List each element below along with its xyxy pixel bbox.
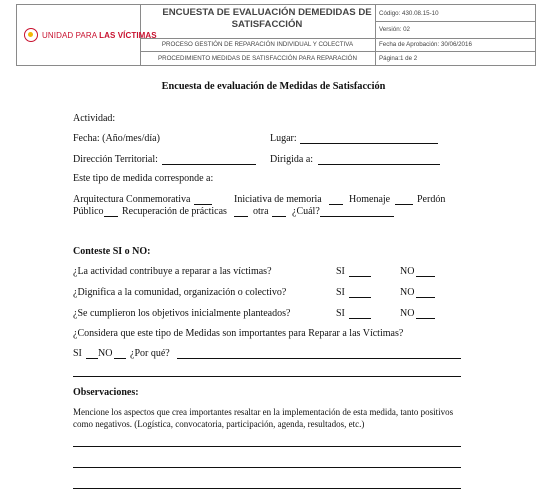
observations-prompt-line-1: Mencione los aspectos que crea importantes resaltar en la implementación de esta medida, tanto positivos <box>73 407 454 417</box>
observations-title: Observaciones: <box>73 387 139 398</box>
logo-strong: LAS VÍCTIMAS <box>99 30 157 40</box>
option-memory-initiative-field[interactable] <box>329 204 343 205</box>
header-title-line-2: SATISFACCIÓN <box>231 19 303 30</box>
importance-no-field[interactable] <box>114 358 126 359</box>
header-approval-date: Fecha de Aprobación: 30/06/2016 <box>379 41 472 48</box>
header-procedure: PROCEDIMIENTO MEDIDAS DE SATISFACCIÓN PARA REPARACIÓN <box>158 55 357 62</box>
date-label: Fecha: (Año/mes/día) <box>73 133 160 144</box>
importance-question: ¿Considera que este tipo de Medidas son importantes para Reparar a las Víctimas? <box>73 328 404 339</box>
question-3-yes-label: SI <box>336 308 345 319</box>
option-other-field[interactable] <box>272 216 286 217</box>
territorial-field[interactable] <box>162 164 256 165</box>
question-2-yes-field[interactable] <box>349 297 371 298</box>
question-1-no-label: NO <box>400 266 415 277</box>
place-field[interactable] <box>300 143 438 144</box>
question-1-yes-field[interactable] <box>349 276 371 277</box>
header-page: Página:1 de 2 <box>379 55 418 62</box>
observations-field[interactable] <box>73 446 461 447</box>
place-label: Lugar: <box>270 133 297 144</box>
question-2-no-field[interactable] <box>416 297 435 298</box>
measure-type-intro: Este tipo de medida corresponde a: <box>73 173 214 184</box>
answer-instruction: Conteste SI o NO: <box>73 246 151 257</box>
organization-logo <box>24 28 157 42</box>
why-field-continuation[interactable] <box>73 376 461 377</box>
importance-no-label: NO <box>98 348 113 359</box>
question-2: ¿Dignifica a la comunidad, organización o colectivo? <box>73 287 287 298</box>
option-which-field[interactable] <box>320 216 394 217</box>
question-3-no-field[interactable] <box>416 318 435 319</box>
header-divider <box>375 21 535 22</box>
header-version: Versión: 02 <box>379 26 410 33</box>
option-homage-field[interactable] <box>395 204 413 205</box>
question-3: ¿Se cumplieron los objetivos inicialmente planteados? <box>73 308 291 319</box>
question-1-no-field[interactable] <box>416 276 435 277</box>
question-1-yes-label: SI <box>336 266 345 277</box>
option-commemorative-field[interactable] <box>194 204 212 205</box>
option-practices: Recuperación de prácticas <box>122 206 227 217</box>
header-divider <box>140 51 535 52</box>
importance-yes-label: SI <box>73 348 82 359</box>
importance-yes-field[interactable] <box>86 358 98 359</box>
logo-prefix: UNIDAD PARA <box>42 30 100 40</box>
option-memory-initiative: Iniciativa de memoria <box>234 194 322 205</box>
option-pardon-line-2: Público <box>73 206 104 217</box>
why-field[interactable] <box>177 358 461 359</box>
observations-field[interactable] <box>73 488 461 489</box>
question-2-yes-label: SI <box>336 287 345 298</box>
observations-field[interactable] <box>73 467 461 468</box>
header-process: PROCESO GESTIÓN DE REPARACIÓN INDIVIDUAL Y COLECTIVA <box>161 41 354 48</box>
header-title-line-1: ENCUESTA DE EVALUACIÓN DEMEDIDAS DE <box>162 7 372 18</box>
option-practices-field[interactable] <box>234 216 248 217</box>
option-which: ¿Cuál? <box>292 206 320 217</box>
question-3-no-label: NO <box>400 308 415 319</box>
question-3-yes-field[interactable] <box>349 318 371 319</box>
observations-prompt-line-2: como negativos. (Logística, convocatoria, participación, agenda, resultados, etc.) <box>73 419 365 429</box>
question-2-no-label: NO <box>400 287 415 298</box>
why-label: ¿Por qué? <box>130 348 170 359</box>
option-pardon-field[interactable] <box>104 216 118 217</box>
directed-field[interactable] <box>318 164 440 165</box>
territorial-label: Dirección Territorial: <box>73 154 158 165</box>
question-1: ¿La actividad contribuye a reparar a las víctimas? <box>73 266 272 277</box>
header-title <box>146 7 388 31</box>
activity-label: Actividad: <box>73 113 116 124</box>
option-homage: Homenaje <box>349 194 391 205</box>
document-header <box>16 4 536 66</box>
directed-label: Dirigida a: <box>270 154 314 165</box>
option-other: otra <box>253 206 269 217</box>
option-pardon-line-1: Perdón <box>417 194 446 205</box>
header-divider <box>140 38 535 39</box>
header-code: Código: 430.08.15-10 <box>379 10 439 17</box>
page-title: Encuesta de evaluación de Medidas de Satisfacción <box>161 81 386 92</box>
seal-icon <box>24 28 38 42</box>
option-commemorative: Arquitectura Conmemorativa <box>73 194 191 205</box>
